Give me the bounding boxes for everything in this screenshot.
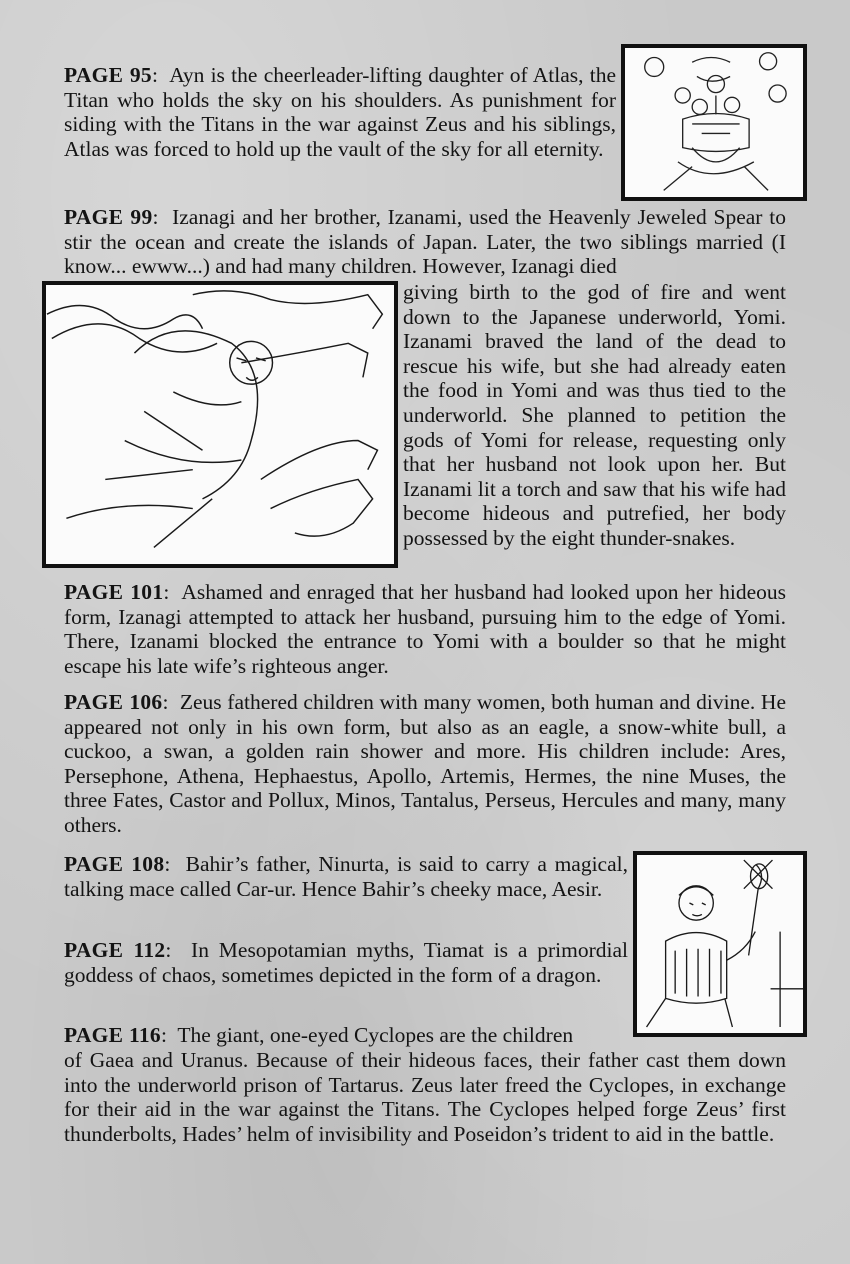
entry-text: In Mesopotamian myths, Tiamat is a primordial goddess of chaos, sometimes depicted in the form of a dragon. — [64, 938, 628, 987]
entry-page-108: PAGE 108: Bahir’s father, Ninurta, is said to carry a magical, talking mace called Car-ur. Hence Bahir’s cheeky mace, Aesir. — [64, 852, 628, 901]
entry-page-106: PAGE 106: Zeus fathered children with many women, both human and divine. He appeared not only in his own form, but also as an eagle, a snow-white bull, a cuckoo, a swan, a golden rain shower and more. His children include: Ares, Persephone, Athena, Hephaestus, Apollo, Artemis, Hermes, the nine Muses, the three Fates, Castor and Pollux, Minos, Tantalus, Perseus, Hercules and many, many others. — [64, 690, 786, 837]
entry-text: The giant, one-eyed Cyclopes are the children — [177, 1023, 574, 1047]
entry-page-99-side — [403, 280, 786, 551]
entry-text: of Gaea and Uranus. Because of their hideous faces, their father cast them down into the underworld prison of Tartarus. Zeus later freed the Cyclopes, in exchange for their aid in the war against the Titans. The Cyclopes helped forge Zeus’ first thunderbolts, Hades’ helm of invisibility and Poseidon’s trident to aid in the battle. — [64, 1048, 786, 1146]
entry-label: PAGE 101 — [64, 580, 164, 604]
entry-text: Izanagi and her brother, Izanami, used the Heavenly Jeweled Spear to stir the ocean and create the islands of Japan. Later, the two siblings married (I know... ewww...) and had many children. However, Izanagi died — [64, 205, 786, 279]
entry-page-95: PAGE 95: Ayn is the cheerleader-lifting daughter of Atlas, the Titan who holds the sky on his shoulders. As punishment for siding with the Titans in the war against Zeus and his siblings, Atlas was forced to hold up the vault of the sky for all eternity. — [64, 63, 616, 161]
entry-page-112: PAGE 112: In Mesopotamian myths, Tiamat is a primordial goddess of chaos, sometimes depicted in the form of a dragon. — [64, 938, 628, 987]
entry-page-116-top: PAGE 116: The giant, one-eyed Cyclopes are the children — [64, 1023, 574, 1047]
entry-text: Zeus fathered children with many women, both human and divine. He appeared not only in his own form, but also as an eagle, a snow-white bull, a cuckoo, a swan, a golden rain shower and more. His children include: Ares, Persephone, Athena, Hephaestus, Apollo, Artemis, Hermes, the nine Muses, the three Fates, Castor and Pollux, Minos, Tantalus, Perseus, Hercules and many, many others. — [64, 690, 786, 837]
entry-label: PAGE 108 — [64, 852, 165, 876]
entry-text: Bahir’s father, Ninurta, is said to carry a magical, talking mace called Car-ur. Hence Bahir’s cheeky mace, Aesir. — [64, 852, 628, 901]
entry-label: PAGE 112 — [64, 938, 166, 962]
bahir-sketch — [637, 855, 803, 1033]
entry-label: PAGE 106 — [64, 690, 163, 714]
entry-page-101: PAGE 101: Ashamed and enraged that her husband had looked upon her hideous form, Izanagi attempted to attack her husband, pursuing him to the edge of Yomi. There, Izanami blocked the entrance to Yomi with a boulder so that he might escape his late wife’s righteous anger. — [64, 580, 787, 678]
entry-label: PAGE 99 — [64, 205, 153, 229]
atlas-cheerleader-illustration — [621, 44, 807, 201]
bahir-mace-illustration — [633, 851, 807, 1037]
izanagi-snakes-illustration — [42, 281, 398, 568]
entry-label: PAGE 95 — [64, 63, 152, 87]
entry-text: giving birth to the god of fire and went down to the Japanese underworld, Yomi. Izanami braved the land of the dead to rescue his wife, but she had already eaten the food in Yomi and was thus tied to the underworld. She planned to petition the gods of Yomi for release, requesting only that her husband not look upon her. But Izanami lit a torch and saw that his wife had become hideous and putrefied, her body possessed by the eight thunder-snakes. — [403, 280, 786, 550]
entry-page-99-top: PAGE 99: Izanagi and her brother, Izanami, used the Heavenly Jeweled Spear to stir the ocean and create the islands of Japan. Later, the two siblings married (I know... ewww...) and had many children. However, Izanagi died — [64, 205, 786, 279]
entry-label: PAGE 116 — [64, 1023, 161, 1047]
entry-text: Ashamed and enraged that her husband had looked upon her hideous form, Izanagi attempted to attack her husband, pursuing him to the edge of Yomi. There, Izanami blocked the entrance to Yomi with a boulder so that he might escape his late wife’s righteous anger. — [64, 580, 787, 678]
entry-text: Ayn is the cheerleader-lifting daughter of Atlas, the Titan who holds the sky on his shoulders. As punishment for siding with the Titans in the war against Zeus and his siblings, Atlas was forced to hold up the vault of the sky for all eternity. — [64, 63, 616, 161]
entry-page-116-rest — [64, 1048, 786, 1146]
atlas-sketch — [625, 48, 803, 197]
izanagi-sketch — [46, 285, 394, 564]
